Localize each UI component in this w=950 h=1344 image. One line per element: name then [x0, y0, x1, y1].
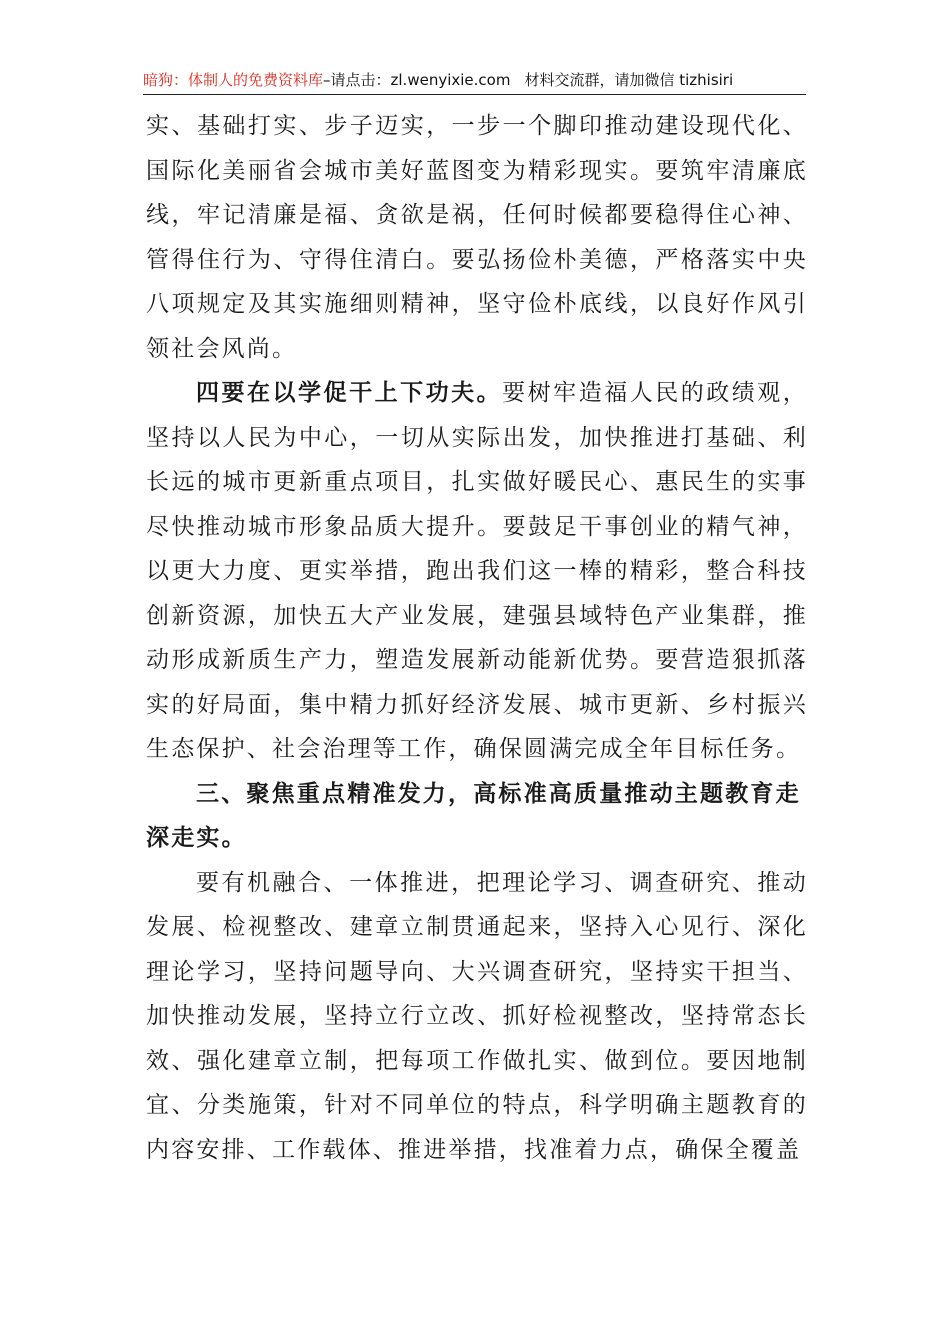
paragraph-3: 要有机融合、一体推进，把理论学习、调查研究、推动发展、检视整改、建章立制贯通起来，坚持入心见行、深化理论学习，坚持问题导向、大兴调查研究，坚持实干担当、加快推动发展，坚持立行立改、抓好检视整改，坚持常态长效、强化建章立制，把每项工作做扎实、做到位。要因地制宜、分类施策，针对不同单位的特点，科学明确主题教育的内容安排、工作载体、推进举措，找准着力点，确保全覆盖: [146, 869, 808, 1163]
paragraph-1: 实、基础打实、步子迈实，一步一个脚印推动建设现代化、国际化美丽省会城市美好蓝图变为精彩现实。要筑牢清廉底线，牢记清廉是福、贪欲是祸，任何时候都要稳得住心神、管得住行为、守得住清白。要弘扬俭朴美德，严格落实中央八项规定及其实施细则精神，坚守俭朴底线，以良好作风引领社会风尚。: [146, 113, 808, 362]
section-heading-3: 三、聚焦重点精准发力，高标准高质量推动主题教育走深走实。: [146, 779, 801, 851]
page-header: [143, 66, 806, 95]
paragraph-2-lead: 四要在以学促干上下功夫。: [196, 379, 503, 406]
document-body: [146, 104, 808, 1172]
paragraph-2: [146, 371, 808, 772]
paragraph-2-text: 要树牢造福人民的政绩观，坚持以人民为中心，一切从实际出发，加快推进打基础、利长远的城市更新重点项目，扎实做好暖民心、惠民生的实事尽快推动城市形象品质大提升。要鼓足干事创业的精气神，以更大力度、更实举措，跑出我们这一棒的精彩，整合科技创新资源，加快五大产业发展，建强县域特色产业集群，推动形成新质生产力，塑造发展新动能新优势。要营造狠抓落实的好局面，集中精力抓好经济发展、城市更新、乡村振兴生态保护、社会治理等工作，确保圆满完成全年目标任务。: [146, 380, 808, 762]
header-link-text[interactable]: –请点击：zl.wenyixie.com: [323, 71, 511, 89]
header-contact-text: 材料交流群，请加微信 tizhisiri: [524, 71, 734, 89]
header-site-name[interactable]: 暗狗：体制人的免费资料库: [143, 71, 324, 89]
